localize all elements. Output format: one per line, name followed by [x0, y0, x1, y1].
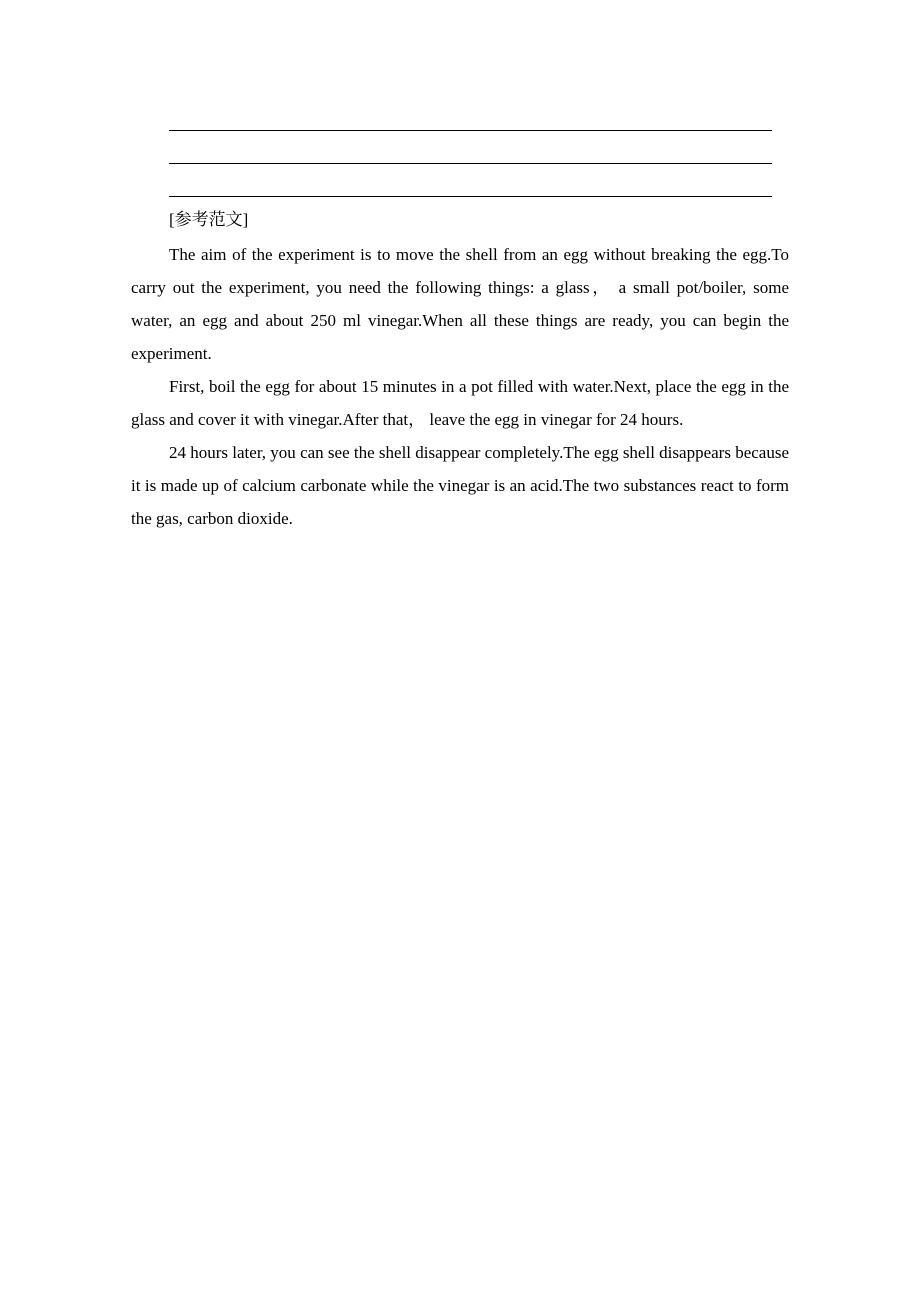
essay-paragraph: The aim of the experiment is to move the shell from an egg without breaking the egg.To carry out the experiment, you need the following things: a glass， a small pot/boiler, some water, an egg and about 250 ml vinegar.When all these things are ready, you can begin the experiment. — [131, 245, 789, 363]
essay-paragraph: 24 hours later, you can see the shell disappear completely.The egg shell disappears because it is made up of calcium carbonate while the vinegar is an acid.The two substances react to form the gas, carbon dioxide. — [131, 443, 789, 528]
answer-blank-line — [169, 163, 772, 164]
reference-essay-label: [参考范文] — [169, 210, 249, 229]
essay-paragraph: First, boil the egg for about 15 minutes in a pot filled with water.Next, place the egg in the glass and cover it with vinegar.After that， leave the egg in vinegar for 24 hours. — [131, 377, 789, 429]
answer-blank-line — [169, 196, 772, 197]
reference-essay — [131, 238, 789, 535]
answer-blank-line — [169, 130, 772, 131]
